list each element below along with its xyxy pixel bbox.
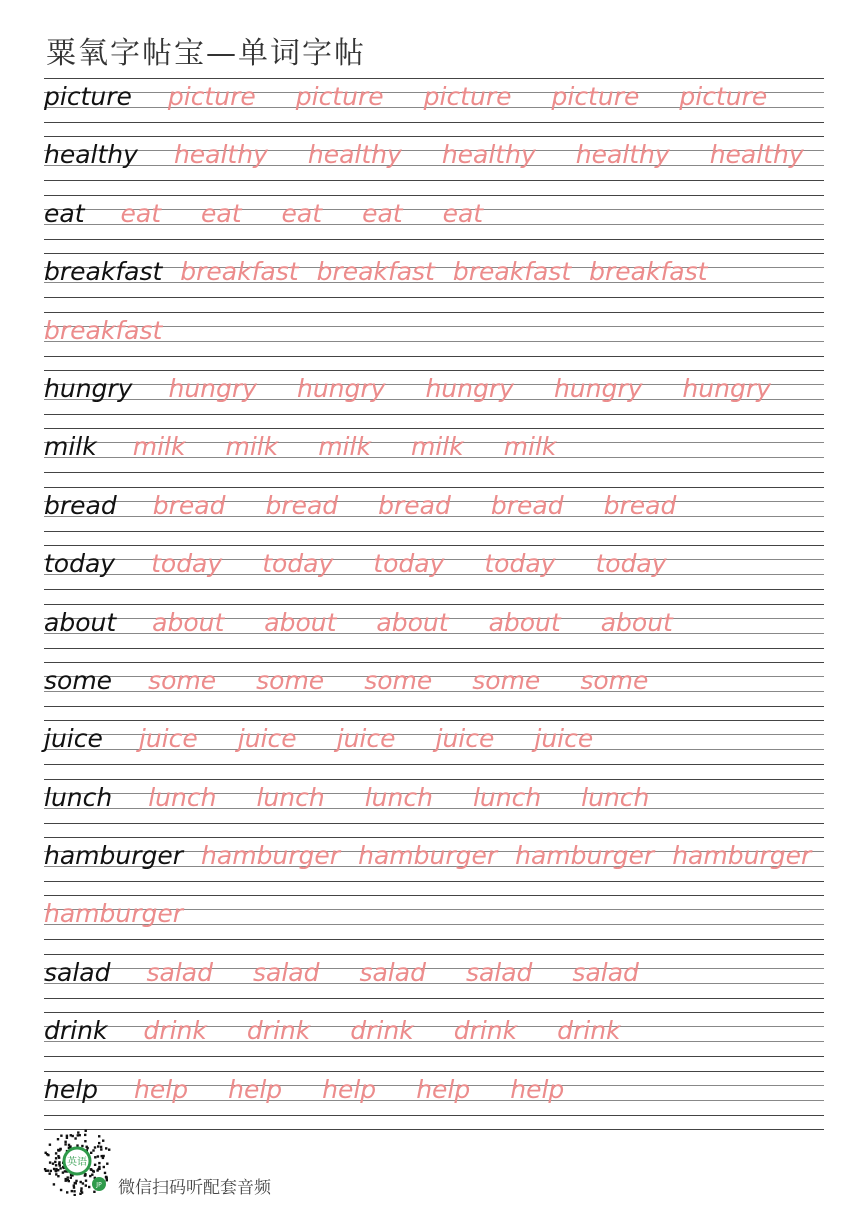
practice-row	[44, 895, 824, 953]
qr-dot	[93, 1191, 95, 1193]
practice-row	[44, 370, 824, 428]
qr-dot	[94, 1164, 96, 1166]
qr-dot	[97, 1155, 99, 1157]
qr-dot	[66, 1135, 68, 1137]
trace-word: today	[262, 549, 334, 579]
trace-word: eat	[442, 198, 484, 228]
trace-word: some	[580, 665, 649, 695]
model-word: bread	[44, 490, 117, 520]
qr-dot	[57, 1149, 59, 1151]
practice-row	[44, 312, 824, 370]
ruled-line	[44, 1056, 824, 1057]
qr-dot	[93, 1170, 95, 1172]
practice-row	[44, 428, 824, 486]
trace-word: juice	[336, 724, 396, 754]
trace-word: bread	[152, 490, 226, 520]
model-word: some	[44, 665, 113, 695]
trace-word: hamburger	[358, 841, 498, 871]
trace-word: hungry	[425, 373, 514, 403]
qr-dot	[54, 1161, 56, 1163]
trace-word: today	[484, 549, 556, 579]
word-line	[44, 1016, 824, 1045]
trace-word: lunch	[256, 782, 325, 812]
qr-dot	[69, 1145, 71, 1147]
model-word: juice	[44, 724, 103, 754]
practice-row	[44, 78, 824, 136]
footer	[42, 1126, 442, 1206]
qr-dot	[105, 1176, 107, 1178]
word-line	[44, 374, 824, 403]
model-word: about	[44, 607, 117, 637]
qr-dot	[67, 1176, 69, 1178]
ruled-line	[44, 764, 824, 765]
ruled-line	[44, 939, 824, 940]
qr-dot	[89, 1175, 91, 1177]
qr-dot	[94, 1156, 96, 1158]
model-word: milk	[44, 432, 97, 462]
qr-dot	[53, 1168, 55, 1170]
trace-word: help	[322, 1074, 377, 1104]
trace-word: hungry	[553, 373, 643, 403]
qr-dot	[77, 1131, 79, 1133]
ruled-line	[44, 1115, 824, 1116]
qr-dot	[49, 1173, 51, 1175]
qr-dot	[75, 1180, 77, 1182]
ruled-line	[44, 895, 824, 896]
qr-dot	[105, 1147, 107, 1149]
qr-dot	[106, 1163, 108, 1165]
qr-dot	[102, 1155, 104, 1157]
ruled-line	[44, 1071, 824, 1072]
qr-dot	[74, 1137, 76, 1139]
trace-word: about	[264, 607, 337, 637]
trace-word: healthy	[173, 140, 268, 170]
model-word: picture	[44, 82, 132, 111]
practice-row	[44, 1012, 824, 1070]
trace-word: picture	[295, 82, 384, 111]
practice-row	[44, 662, 824, 720]
ruled-line	[44, 881, 824, 882]
word-line	[44, 666, 824, 695]
ruled-line	[44, 531, 824, 532]
trace-word: lunch	[472, 782, 542, 812]
trace-word: some	[148, 665, 217, 695]
trace-word: today	[595, 549, 667, 579]
qr-dot	[85, 1130, 87, 1132]
qr-dot	[55, 1173, 57, 1175]
model-word: today	[44, 549, 116, 579]
trace-word: help	[416, 1074, 471, 1104]
practice-row	[44, 1071, 824, 1129]
trace-word: bread	[490, 490, 564, 520]
ruled-line	[44, 589, 824, 590]
word-line	[44, 432, 824, 461]
ruled-line	[44, 604, 824, 605]
qr-dot	[53, 1183, 55, 1185]
trace-word: drink	[557, 1016, 621, 1046]
qr-dot	[90, 1152, 92, 1154]
qr-dot	[59, 1148, 61, 1150]
qr-dot	[108, 1149, 110, 1151]
word-line	[44, 549, 824, 578]
word-line	[44, 82, 824, 111]
trace-word: today	[151, 549, 223, 579]
qr-dot	[97, 1145, 99, 1147]
trace-word: hungry	[168, 373, 257, 403]
qr-dot	[74, 1182, 76, 1184]
trace-word: picture	[551, 82, 640, 111]
qr-dot	[55, 1164, 57, 1166]
trace-word: eat	[362, 198, 403, 228]
trace-word: healthy	[441, 140, 536, 170]
qr-dot	[70, 1177, 72, 1179]
ruled-line	[44, 414, 824, 415]
trace-word: today	[373, 549, 445, 579]
practice-row	[44, 779, 824, 837]
trace-word: drink	[453, 1016, 518, 1046]
qr-dot	[52, 1163, 54, 1165]
trace-word: about	[600, 607, 673, 637]
trace-word: lunch	[581, 782, 650, 812]
trace-word: bread	[378, 490, 451, 520]
qr-dot	[55, 1157, 57, 1159]
qr-dot	[60, 1189, 62, 1191]
ruled-line	[44, 823, 824, 824]
trace-word: milk	[410, 432, 464, 462]
ruled-line	[44, 370, 824, 371]
word-line	[44, 316, 824, 345]
qr-dot	[106, 1179, 108, 1181]
practice-sheet	[44, 78, 824, 1130]
ruled-line	[44, 837, 824, 838]
model-word: breakfast	[44, 257, 163, 287]
trace-word: salad	[146, 957, 213, 987]
word-line	[44, 257, 824, 286]
qr-dot	[55, 1170, 57, 1172]
trace-word: picture	[423, 82, 512, 111]
practice-row	[44, 837, 824, 895]
qr-dot	[45, 1152, 47, 1154]
ruled-line	[44, 136, 824, 137]
trace-word: hamburger	[672, 841, 812, 871]
qr-dot	[49, 1161, 51, 1163]
practice-row	[44, 195, 824, 253]
trace-word: juice	[138, 724, 198, 754]
ruled-line	[44, 648, 824, 649]
qr-dot	[59, 1167, 61, 1169]
qr-dot	[60, 1135, 62, 1137]
trace-word: breakfast	[452, 257, 572, 287]
ruled-line	[44, 998, 824, 999]
qr-dot	[76, 1144, 78, 1146]
trace-word: help	[134, 1074, 189, 1104]
qr-dot	[84, 1140, 86, 1142]
ruled-line	[44, 356, 824, 357]
qr-dot	[57, 1175, 59, 1177]
word-line	[44, 958, 824, 987]
word-line	[44, 491, 824, 520]
qr-dot	[58, 1163, 60, 1165]
qr-dot	[80, 1190, 82, 1192]
qr-dot	[71, 1190, 73, 1192]
trace-word: salad	[359, 957, 426, 987]
qr-dot	[98, 1142, 100, 1144]
trace-word: drink	[350, 1016, 414, 1046]
practice-row	[44, 720, 824, 778]
trace-word: juice	[237, 724, 297, 754]
trace-word: help	[510, 1074, 565, 1104]
trace-word: drink	[143, 1016, 207, 1046]
model-word: healthy	[44, 140, 138, 170]
qr-dot	[64, 1141, 66, 1143]
trace-word: salad	[252, 957, 320, 987]
ruled-line	[44, 195, 824, 196]
qr-dot	[94, 1146, 96, 1148]
trace-word: healthy	[575, 140, 670, 170]
ruled-line	[44, 662, 824, 663]
qr-dot	[74, 1194, 76, 1196]
qr-dot	[98, 1135, 100, 1137]
qr-dot	[73, 1190, 75, 1192]
qr-dot	[81, 1145, 83, 1147]
word-line	[44, 608, 824, 637]
practice-row	[44, 545, 824, 603]
qr-dot	[102, 1140, 104, 1142]
qr-dot	[49, 1144, 51, 1146]
ruled-line	[44, 779, 824, 780]
trace-word: hamburger	[515, 841, 655, 871]
trace-word: eat	[281, 198, 323, 228]
trace-word: healthy	[709, 140, 804, 170]
trace-word: bread	[265, 490, 339, 520]
qr-dot	[103, 1166, 105, 1168]
qr-dot	[73, 1186, 75, 1188]
qr-dot	[104, 1172, 106, 1174]
model-word: salad	[44, 957, 111, 987]
ruled-line	[44, 545, 824, 546]
model-word: lunch	[44, 782, 113, 812]
trace-word: salad	[572, 957, 639, 987]
qr-dot	[77, 1134, 79, 1136]
trace-word: lunch	[364, 782, 433, 812]
qr-dot	[98, 1166, 100, 1168]
ruled-line	[44, 706, 824, 707]
trace-word: some	[364, 665, 433, 695]
page-title: 粟氧字帖宝—单词字帖	[46, 36, 366, 71]
qr-dot	[55, 1152, 57, 1154]
qr-dot	[100, 1146, 102, 1148]
qr-dot	[92, 1149, 94, 1151]
ruled-line	[44, 297, 824, 298]
trace-word: help	[228, 1074, 283, 1104]
model-word: hungry	[44, 373, 133, 403]
qr-dot	[86, 1146, 88, 1148]
qr-dot	[72, 1135, 74, 1137]
practice-row	[44, 604, 824, 662]
audio-note: 微信扫码听配套音频	[118, 1178, 271, 1198]
trace-word: hungry	[682, 373, 771, 403]
qr-dot	[66, 1191, 68, 1193]
practice-row	[44, 954, 824, 1012]
trace-word: picture	[167, 82, 256, 111]
ruled-line	[44, 1012, 824, 1013]
qr-dot	[82, 1182, 84, 1184]
trace-word: milk	[318, 432, 371, 462]
trace-word: drink	[246, 1016, 311, 1046]
trace-word: breakfast	[589, 257, 708, 287]
qr-code-icon[interactable]	[42, 1126, 112, 1196]
qr-dot	[88, 1186, 90, 1188]
qr-dot	[64, 1143, 66, 1145]
trace-word: bread	[603, 490, 677, 520]
qr-dot	[58, 1157, 60, 1159]
ruled-line	[44, 720, 824, 721]
trace-word: about	[152, 607, 225, 637]
word-line	[44, 1075, 824, 1104]
qr-corner-text: JP	[96, 1181, 102, 1189]
model-word: eat	[44, 198, 85, 228]
word-line	[44, 783, 824, 812]
qr-dot	[80, 1187, 82, 1189]
qr-dot	[57, 1169, 59, 1171]
qr-dot	[84, 1134, 86, 1136]
trace-word: lunch	[148, 782, 217, 812]
qr-dot	[85, 1184, 87, 1186]
qr-dot	[65, 1180, 67, 1182]
trace-word: hungry	[296, 373, 386, 403]
qr-dot	[85, 1180, 87, 1182]
trace-word: milk	[225, 432, 279, 462]
trace-word: breakfast	[44, 315, 163, 345]
qr-badge-text: 英语	[67, 1157, 87, 1168]
model-word: drink	[44, 1016, 108, 1046]
qr-dot	[57, 1138, 59, 1140]
ruled-line	[44, 122, 824, 123]
ruled-line	[44, 487, 824, 488]
practice-row	[44, 253, 824, 311]
word-line	[44, 899, 824, 928]
word-line	[44, 841, 824, 870]
word-line	[44, 140, 824, 169]
ruled-line	[44, 428, 824, 429]
word-line	[44, 724, 824, 753]
trace-word: breakfast	[316, 257, 435, 287]
trace-word: juice	[534, 724, 594, 754]
qr-dot	[80, 1181, 82, 1183]
trace-word: eat	[201, 198, 242, 228]
qr-dot	[98, 1162, 100, 1164]
trace-word: some	[472, 665, 541, 695]
trace-word: milk	[132, 432, 186, 462]
trace-word: about	[488, 607, 561, 637]
ruled-line	[44, 239, 824, 240]
ruled-line	[44, 180, 824, 181]
model-word: help	[44, 1074, 99, 1104]
trace-word: juice	[435, 724, 495, 754]
qr-dot	[44, 1168, 46, 1170]
model-word: hamburger	[44, 841, 184, 871]
ruled-line	[44, 472, 824, 473]
word-line	[44, 199, 824, 228]
ruled-line	[44, 78, 824, 79]
trace-word: milk	[503, 432, 557, 462]
trace-word: eat	[120, 198, 162, 228]
trace-word: hamburger	[44, 899, 184, 929]
ruled-line	[44, 253, 824, 254]
trace-word: healthy	[307, 140, 402, 170]
trace-word: salad	[465, 957, 533, 987]
trace-word: some	[256, 665, 325, 695]
trace-word: about	[376, 607, 449, 637]
qr-dot	[50, 1170, 52, 1172]
ruled-line	[44, 954, 824, 955]
practice-row	[44, 136, 824, 194]
trace-word: breakfast	[180, 257, 299, 287]
ruled-line	[44, 312, 824, 313]
qr-dot	[67, 1179, 69, 1181]
trace-word: hamburger	[201, 841, 341, 871]
qr-dot	[62, 1171, 64, 1173]
qr-dot	[100, 1148, 102, 1150]
trace-word: picture	[679, 82, 768, 111]
practice-row	[44, 487, 824, 545]
